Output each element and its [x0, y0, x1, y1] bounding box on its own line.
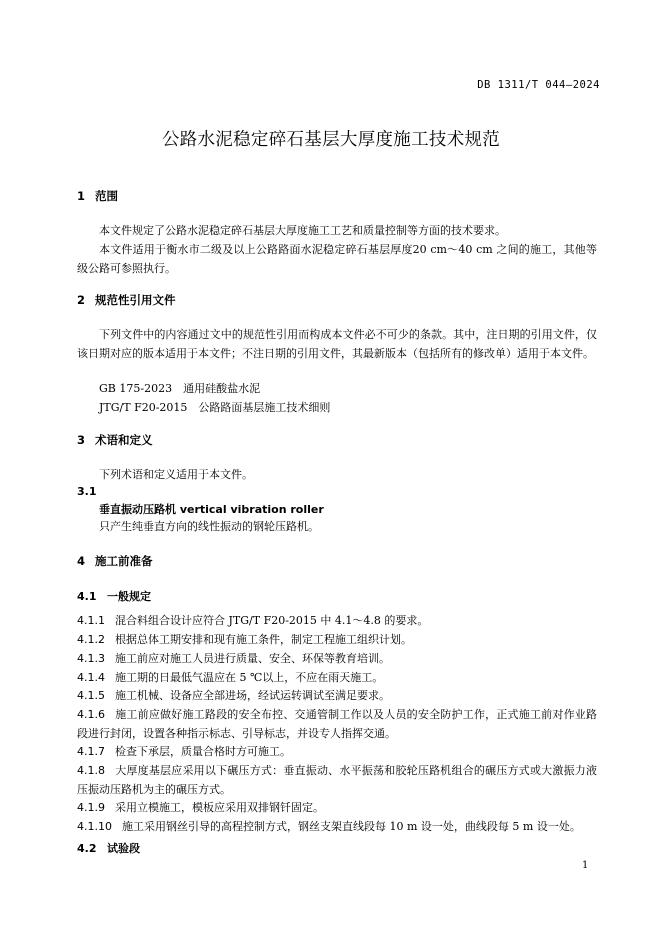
reference-item: GB 175-2023 通用硅酸盐水泥 [99, 382, 261, 395]
clause-4-1-9 [77, 798, 597, 817]
paragraph: 本文件适用于衡水市二级及以上公路路面水泥稳定碎石基层厚度20 cm～40 cm 之间的施工，其他等级公路可参照执行。 [77, 243, 597, 275]
section-title: 术语和定义 [95, 433, 153, 447]
term-name: 垂直振动压路机 vertical vibration roller [99, 503, 324, 516]
clause-number: 4.1.10 [77, 820, 112, 833]
clause-text: 采用立模施工，模板应采用双排钢钎固定。 [115, 801, 324, 814]
term-number: 3.1 [77, 485, 97, 498]
clause-number: 4.1.9 [77, 801, 105, 814]
paragraph: 下列文件中的内容通过文中的规范性引用而构成本文件必不可少的条款。其中，注日期的引用文件，仅该日期对应的版本适用于本文件；不注日期的引用文件，其最新版本（包括所有的修改单）适用于本文件。 [77, 328, 597, 360]
section-4-heading [77, 553, 153, 569]
clause-number: 4.1.2 [77, 633, 105, 646]
section-3-heading [77, 432, 153, 448]
subsection-number: 4.1 [77, 590, 97, 603]
clause-number: 4.1.1 [77, 614, 105, 627]
clause-4-1-5 [77, 686, 597, 705]
clause-4-1-10 [77, 817, 597, 836]
reference-item: JTG/T F20-2015 公路路面基层施工技术细则 [99, 401, 331, 414]
subsection-number: 4.2 [77, 842, 97, 855]
clause-4-1-2 [77, 630, 597, 649]
clause-text: 混合料组合设计应符合 JTG/T F20-2015 中 4.1～4.8 的要求。 [115, 614, 429, 627]
section-number: 1 [77, 189, 86, 203]
clause-number: 4.1.8 [77, 764, 105, 777]
clause-text: 施工机械、设备应全部进场，经试运转调试至满足要求。 [115, 689, 390, 702]
clause-text: 施工前应对施工人员进行质量、安全、环保等教育培训。 [115, 652, 390, 665]
clause-number: 4.1.3 [77, 652, 105, 665]
subsection-4-2-heading [77, 840, 140, 856]
clause-text: 施工采用钢丝引导的高程控制方式，钢丝支架直线段每 10 m 设一处，曲线段每 5 m 设一处。 [122, 820, 581, 833]
clause-text: 施工期的日最低气温应在 5 ℃以上，不应在雨天施工。 [115, 671, 384, 684]
section-number: 3 [77, 433, 86, 447]
clause-number: 4.1.4 [77, 671, 105, 684]
clause-4-1-7 [77, 742, 597, 761]
standard-code: DB 1311/T 044—2024 [477, 79, 600, 91]
clause-number: 4.1.6 [77, 708, 105, 721]
section-title: 规范性引用文件 [95, 293, 176, 307]
section-title: 施工前准备 [95, 554, 153, 568]
clause-text: 施工前应做好施工路段的安全布控、交通管制工作以及人员的安全防护工作，正式施工前对作业路段进行封闭，设置各种指示标志、引导标志，并设专人指挥交通。 [77, 708, 597, 740]
section-number: 2 [77, 293, 86, 307]
page-number: 1 [582, 860, 589, 871]
paragraph: 下列术语和定义适用于本文件。 [99, 468, 253, 481]
clause-4-1-3 [77, 649, 597, 668]
section-1-heading [77, 188, 118, 204]
clause-4-1-8 [77, 761, 597, 799]
subsection-4-1-heading [77, 588, 151, 604]
clause-text: 大厚度基层应采用以下碾压方式：垂直振动、水平振荡和胶轮压路机组合的碾压方式或大激振力液压振动压路机为主的碾压方式。 [77, 764, 597, 796]
section-number: 4 [77, 554, 86, 568]
clause-text: 检查下承层，质量合格时方可施工。 [115, 745, 291, 758]
paragraph: 本文件规定了公路水泥稳定碎石基层大厚度施工工艺和质量控制等方面的技术要求。 [99, 224, 506, 237]
section-title: 范围 [95, 189, 118, 203]
clause-number: 4.1.5 [77, 689, 105, 702]
term-definition: 只产生纯垂直方向的线性振动的钢轮压路机。 [99, 520, 319, 533]
clause-4-1-6 [77, 705, 597, 743]
subsection-title: 一般规定 [107, 590, 151, 603]
document-title: 公路水泥稳定碎石基层大厚度施工技术规范 [161, 130, 501, 150]
subsection-title: 试验段 [107, 842, 140, 855]
clause-text: 根据总体工期安排和现有施工条件，制定工程施工组织计划。 [115, 633, 412, 646]
clause-4-1-1 [77, 611, 597, 630]
section-2-heading [77, 292, 176, 308]
clause-number: 4.1.7 [77, 745, 105, 758]
clause-4-1-4 [77, 668, 597, 687]
